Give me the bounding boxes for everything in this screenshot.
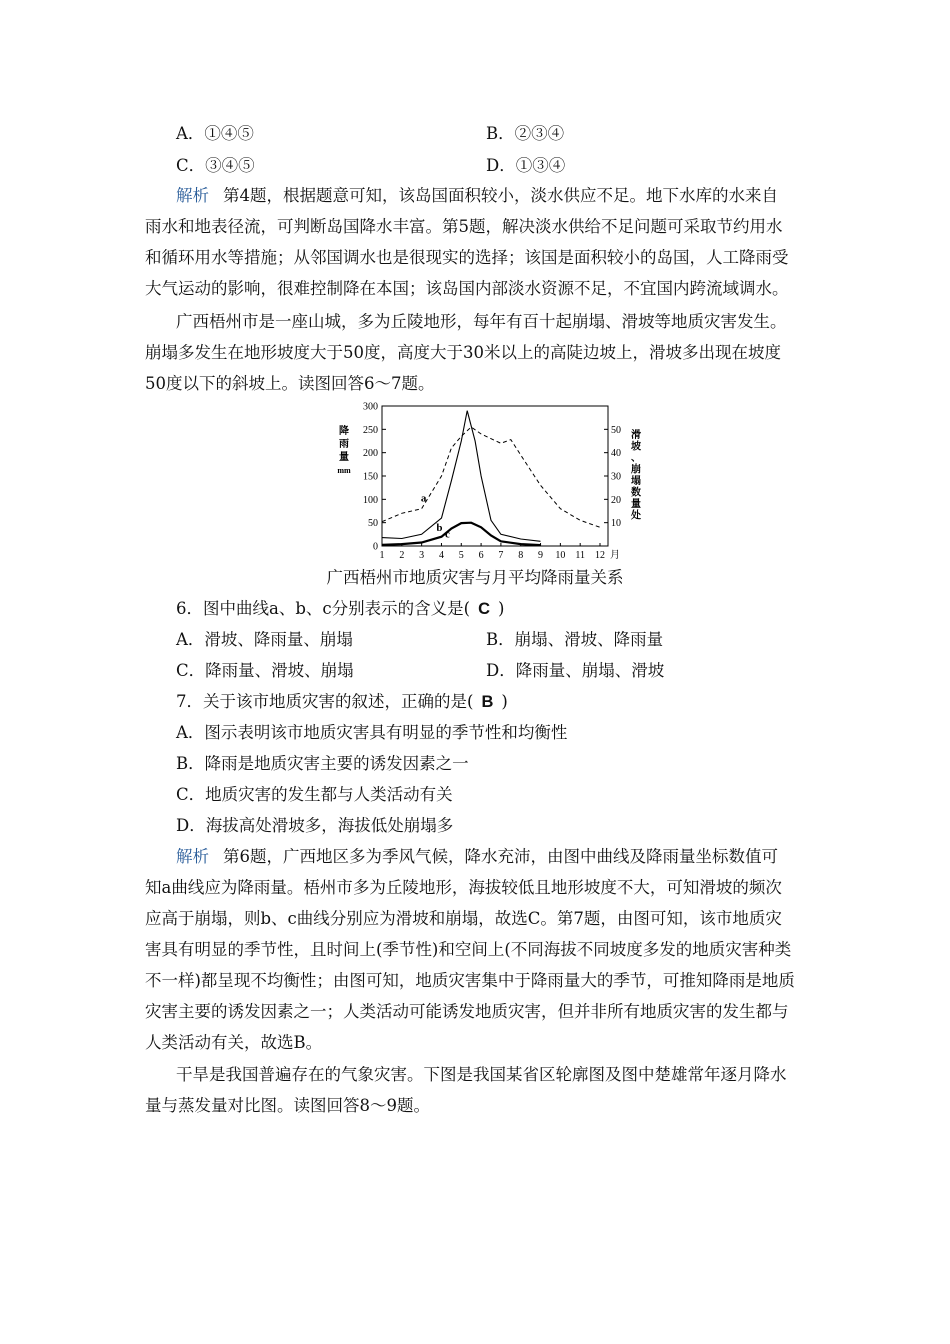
x-tick-label: 5 xyxy=(458,550,464,561)
y-right-axis-label: 、 xyxy=(631,453,641,464)
paragraph-line: 量与蒸发量对比图。读图回答8～9题。 xyxy=(145,1096,430,1115)
series-annotation: c xyxy=(444,528,450,541)
option-b: B．崩塌、滑坡、降雨量 xyxy=(486,630,664,649)
analysis-line: 和循环用水等措施；从邻国调水也是很现实的选择；该国是面积较小的岛国，人工降雨受 xyxy=(145,248,789,267)
option-a: A．滑坡、降雨量、崩塌 xyxy=(176,630,353,649)
paragraph-line: 崩塌多发生在地形坡度大于50度，高度大于30米以上的高陡边坡上，滑坡多出现在坡度 xyxy=(145,343,781,362)
y-left-tick-label: 100 xyxy=(363,494,378,506)
answer-mark: C xyxy=(478,600,490,618)
x-tick-label: 6 xyxy=(478,550,484,561)
option-b: B．②③④ xyxy=(486,124,565,143)
y-left-tick-label: 0 xyxy=(373,541,378,553)
question-7 xyxy=(176,691,508,713)
y-right-axis-label: 数 xyxy=(631,487,641,499)
option-c: C．③④⑤ xyxy=(176,156,255,175)
question-stem: 7．关于该市地质灾害的叙述，正确的是( xyxy=(176,692,474,711)
rainfall-disaster-chart xyxy=(334,396,644,566)
paragraph-line: 50度以下的斜坡上。读图回答6～7题。 xyxy=(145,374,435,393)
chart-svg xyxy=(334,396,644,566)
analysis-text: 第6题，广西地区多为季风气候，降水充沛，由图中曲线及降雨量坐标数值可 xyxy=(223,847,778,866)
x-tick-label: 1 xyxy=(379,550,385,561)
y-left-axis-label: mm xyxy=(337,466,351,475)
y-right-tick-label: 10 xyxy=(611,518,621,530)
option-c: C．地质灾害的发生都与人类活动有关 xyxy=(176,785,453,804)
analysis-line: 雨水和地表径流，可判断岛国降水丰富。第5题，解决淡水供给不足问题可采取节约用水 xyxy=(145,217,783,236)
analysis-line: 害具有明显的季节性，且时间上(季节性)和空间上(不同海拔不同坡度多发的地质灾害种类 xyxy=(145,940,792,959)
analysis-line: 人类活动有关，故选B。 xyxy=(145,1033,323,1052)
x-tick-label: 10 xyxy=(555,550,566,561)
x-tick-label: 4 xyxy=(438,550,444,561)
x-tick-label: 3 xyxy=(419,550,425,561)
y-right-tick-label: 40 xyxy=(611,448,621,460)
x-tick-label: 8 xyxy=(518,550,524,561)
y-right-tick-label: 50 xyxy=(611,424,621,436)
y-right-axis-label: 崩 xyxy=(631,464,641,476)
y-left-tick-label: 50 xyxy=(368,518,378,530)
question-close: ) xyxy=(501,692,508,711)
y-left-tick-label: 200 xyxy=(363,448,378,460)
y-left-axis-label: 降 xyxy=(339,426,349,437)
option-d: D．海拔高处滑坡多，海拔低处崩塌多 xyxy=(176,816,454,835)
y-left-axis-label: 雨 xyxy=(339,439,349,450)
option-a: A．图示表明该市地质灾害具有明显的季节性和均衡性 xyxy=(176,723,568,742)
x-tick-label: 9 xyxy=(538,550,544,561)
y-right-tick-label: 30 xyxy=(611,471,621,483)
series-annotation: b xyxy=(436,521,443,534)
y-right-axis-label: 量 xyxy=(631,499,641,510)
series-a-line xyxy=(382,427,600,527)
y-right-axis-label: 滑 xyxy=(631,430,641,441)
y-left-tick-label: 250 xyxy=(363,424,378,436)
y-right-axis-label: 塌 xyxy=(631,476,641,487)
y-right-tick-label: 20 xyxy=(611,494,621,506)
question-6 xyxy=(176,598,504,620)
plot-frame xyxy=(382,406,608,546)
series-annotation: a xyxy=(420,492,427,505)
y-right-axis-label: 坡 xyxy=(631,441,641,453)
analysis-label: 解析 xyxy=(176,186,209,205)
series-b-line xyxy=(382,411,541,542)
option-d: D．降雨量、崩塌、滑坡 xyxy=(486,661,665,680)
analysis-line: 知a曲线应为降雨量。梧州市多为丘陵地形，海拔较低且地形坡度不大，可知滑坡的频次 xyxy=(145,878,782,897)
option-d: D．①③④ xyxy=(486,156,566,175)
x-tick-label: 11 xyxy=(575,550,586,561)
y-left-axis-label: 量 xyxy=(339,452,349,463)
analysis-line xyxy=(176,846,778,868)
option-a: A．①④⑤ xyxy=(176,124,254,143)
question-stem: 6．图中曲线a、b、c分别表示的含义是( xyxy=(176,599,471,618)
analysis-line xyxy=(176,185,778,207)
x-axis-label: 月 xyxy=(610,550,620,561)
x-tick-label: 2 xyxy=(399,550,405,561)
y-right-axis-label: 处 xyxy=(631,510,641,522)
x-tick-label: 7 xyxy=(498,550,504,561)
option-c: C．降雨量、滑坡、崩塌 xyxy=(176,661,354,680)
analysis-line: 灾害主要的诱发因素之一；人类活动可能诱发地质灾害，但并非所有地质灾害的发生都与 xyxy=(145,1002,789,1021)
analysis-text: 第4题，根据题意可知，该岛国面积较小，淡水供应不足。地下水库的水来自 xyxy=(223,186,778,205)
y-left-tick-label: 300 xyxy=(363,401,378,413)
analysis-label: 解析 xyxy=(176,847,209,866)
chart-caption: 广西梧州市地质灾害与月平均降雨量关系 xyxy=(326,568,624,587)
answer-mark: B xyxy=(481,693,494,711)
analysis-line: 不一样)都呈现不均衡性；由图可知，地质灾害集中于降雨量大的季节，可推知降雨是地质 xyxy=(145,971,795,990)
analysis-line: 大气运动的影响，很难控制降在本国；该岛国内部淡水资源不足，不宜国内跨流域调水。 xyxy=(145,279,789,298)
paragraph-line: 干旱是我国普遍存在的气象灾害。下图是我国某省区轮廓图及图中楚雄常年逐月降水 xyxy=(176,1065,787,1084)
x-tick-label: 12 xyxy=(595,550,605,561)
option-b: B．降雨是地质灾害主要的诱发因素之一 xyxy=(176,754,469,773)
question-close: ) xyxy=(498,599,505,618)
analysis-line: 应高于崩塌，则b、c曲线分别应为滑坡和崩塌，故选C。第7题，由图可知，该市地质灾 xyxy=(145,909,782,928)
y-left-tick-label: 150 xyxy=(363,471,378,483)
paragraph-line: 广西梧州市是一座山城，多为丘陵地形，每年有百十起崩塌、滑坡等地质灾害发生。 xyxy=(176,312,787,331)
series-c-line xyxy=(382,523,541,545)
